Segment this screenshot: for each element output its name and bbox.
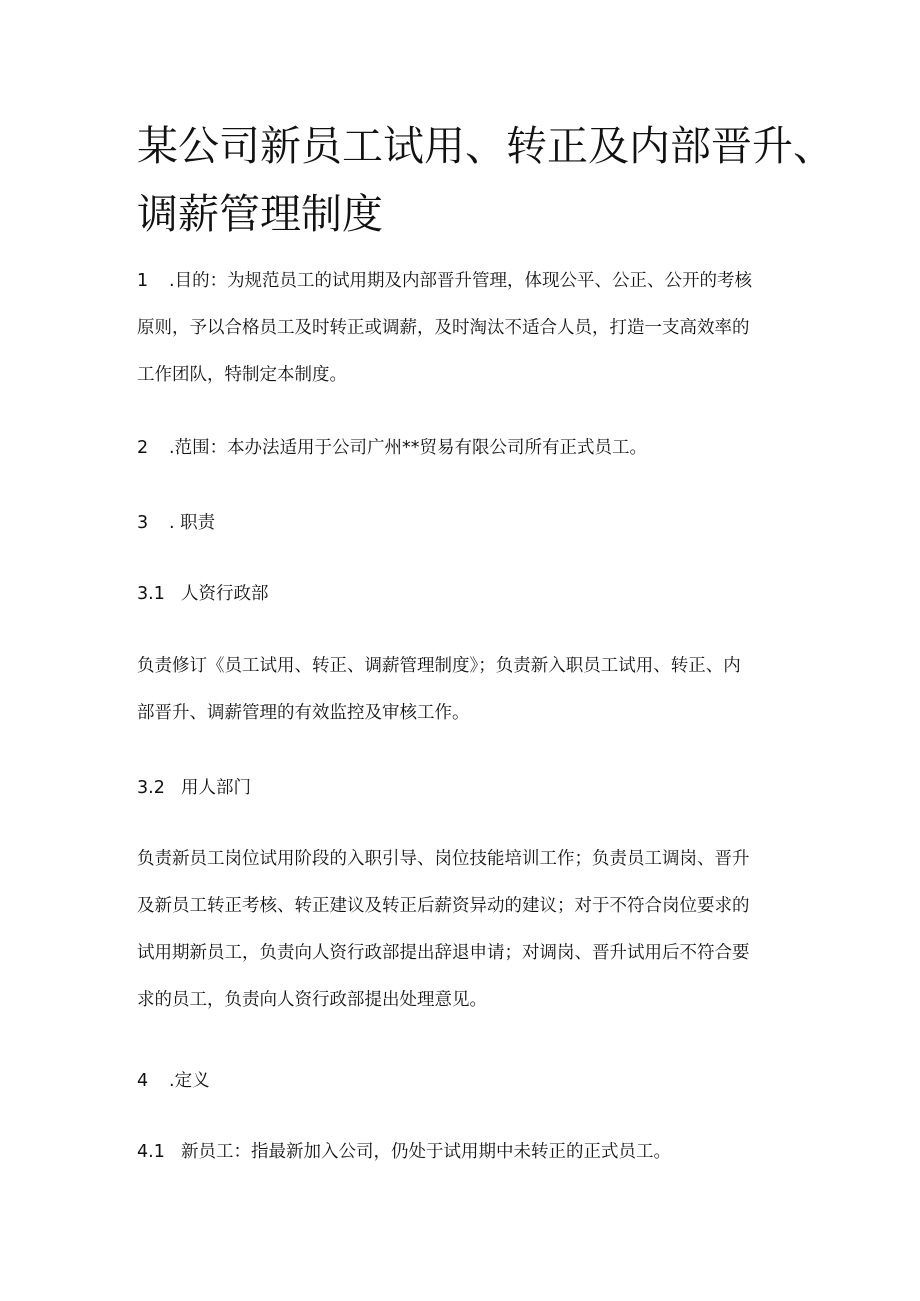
section-3-2-body-line-4: 求的员工，负责向人资行政部提出处理意见。 (137, 990, 487, 1010)
section-2-text: .范围：本办法适用于公司广州**贸易有限公司所有正式员工。 (169, 438, 648, 458)
section-3-1-body-line-2: 部晋升、调薪管理的有效监控及审核工作。 (137, 703, 470, 723)
section-number: 3.1 (137, 584, 165, 604)
section-1-line-1 (137, 258, 797, 305)
section-4-heading (137, 1058, 797, 1105)
section-3-1-heading (137, 571, 797, 618)
section-number: 4 (137, 1071, 149, 1091)
section-4-1-text: 新员工：指最新加入公司，仍处于试用期中未转正的正式员工。 (181, 1142, 671, 1162)
section-3-2-body-line-1: 负责新员工岗位试用阶段的入职引导、岗位技能培训工作；负责员工调岗、晋升 (137, 849, 750, 869)
section-1-line-3: 工作团队，特制定本制度。 (137, 365, 347, 385)
section-1-purpose (137, 258, 797, 399)
section-3-2-body-line-2: 及新员工转正考核、转正建议及转正后薪资异动的建议；对于不符合岗位要求的 (137, 896, 750, 916)
section-number: 4.1 (137, 1142, 165, 1162)
section-3-1-text: 人资行政部 (181, 584, 269, 604)
section-number: 3.2 (137, 778, 165, 798)
section-3-1-body (137, 643, 797, 737)
section-3-1-body-line-1: 负责修订《员工试用、转正、调薪管理制度》；负责新入职员工试用、转正、内 (137, 656, 741, 676)
section-4-1-definition (137, 1129, 797, 1176)
section-4-text: .定义 (169, 1071, 210, 1091)
document-title (137, 112, 837, 248)
section-3-2-text: 用人部门 (181, 778, 251, 798)
section-3-text: . 职责 (169, 513, 216, 533)
section-2-scope (137, 425, 797, 472)
section-1-text-1: .目的：为规范员工的试用期及内部晋升管理，体现公平、公正、公开的考核 (169, 271, 753, 291)
title-line-1: 某公司新员工试用、转正及内部晋升、 (137, 122, 834, 170)
section-3-2-body (137, 836, 797, 1024)
section-number: 2 (137, 438, 149, 458)
section-3-heading (137, 500, 797, 547)
section-number: 1 (137, 271, 149, 291)
section-3-2-body-line-3: 试用期新员工，负责向人资行政部提出辞退申请；对调岗、晋升试用后不符合要 (137, 943, 750, 963)
section-number: 3 (137, 513, 149, 533)
section-3-2-heading (137, 765, 797, 812)
title-line-2: 调薪管理制度 (137, 190, 383, 238)
section-1-line-2: 原则，予以合格员工及时转正或调薪，及时淘汰不适合人员，打造一支高效率的 (137, 318, 750, 338)
